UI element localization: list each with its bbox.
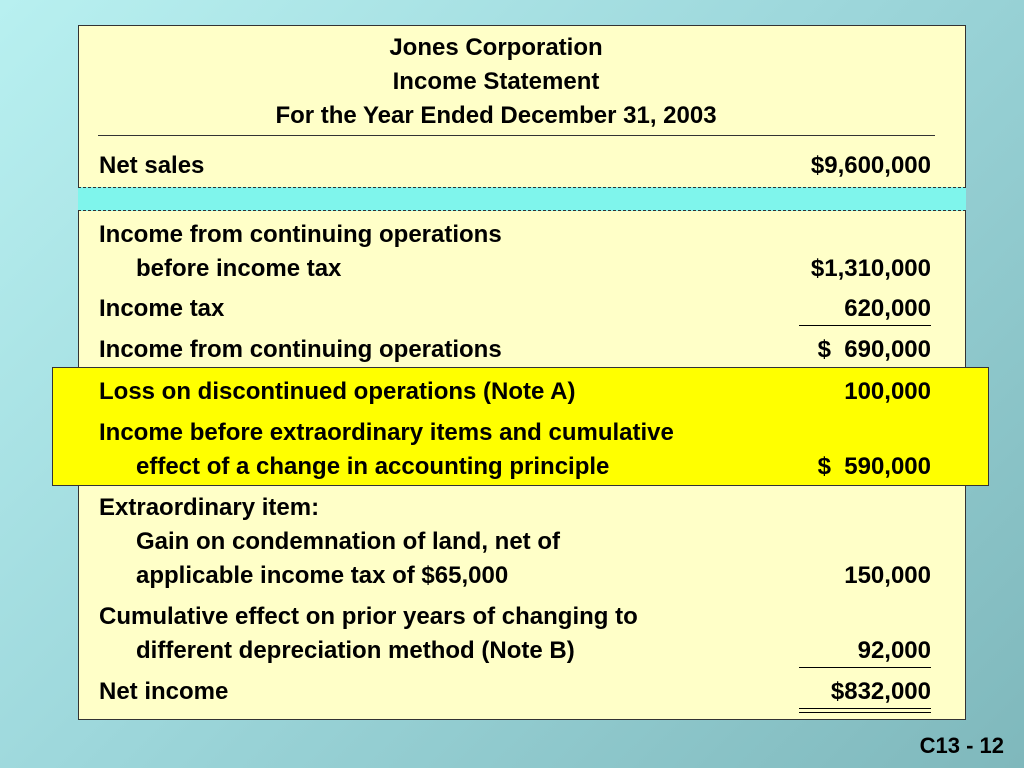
- cumulative-label: Cumulative effect on prior years of changing to: [99, 603, 638, 630]
- loss-discontinued-label: Loss on discontinued operations (Note A): [99, 378, 576, 405]
- cont-pretax-amount: $1,310,000: [810, 255, 931, 282]
- net-income-label: Net income: [99, 678, 229, 705]
- extraordinary-label-3: applicable income tax of $65,000: [136, 562, 509, 589]
- net-income-double-underline-top: [799, 708, 931, 709]
- income-tax-label: Income tax: [99, 295, 225, 322]
- omitted-rows-band: [78, 187, 966, 211]
- net-sales-label: Net sales: [99, 152, 205, 179]
- net-income-double-underline-bottom: [799, 712, 931, 713]
- cumulative-amount: 92,000: [857, 637, 931, 664]
- cont-pretax-label: Income from continuing operations: [99, 221, 502, 248]
- cumulative-label-2: different depreciation method (Note B): [136, 637, 575, 664]
- net-sales-amount: $9,600,000: [810, 152, 931, 179]
- cont-pretax-label-2: before income tax: [136, 255, 342, 282]
- cumulative-underline: [799, 667, 931, 668]
- extraordinary-amount: 150,000: [844, 562, 931, 589]
- cont-ops-amount: $ 690,000: [817, 336, 931, 363]
- company-name: Jones Corporation: [389, 34, 603, 61]
- before-extra-label: Income before extraordinary items and cumulative: [99, 419, 674, 446]
- slide-number: C13 - 12: [919, 733, 1004, 758]
- loss-discontinued-amount: 100,000: [844, 378, 931, 405]
- statement-title: Income Statement: [392, 68, 600, 95]
- before-extra-label-2: effect of a change in accounting principle: [136, 453, 610, 480]
- extraordinary-label: Extraordinary item:: [99, 494, 320, 521]
- cont-ops-label: Income from continuing operations: [99, 336, 502, 363]
- net-income-amount: $832,000: [830, 678, 931, 705]
- header-rule: [98, 135, 935, 136]
- statement-period: For the Year Ended December 31, 2003: [275, 102, 717, 129]
- extraordinary-label-2: Gain on condemnation of land, net of: [136, 528, 560, 555]
- income-tax-underline: [799, 325, 931, 326]
- income-tax-amount: 620,000: [844, 295, 931, 322]
- before-extra-amount: $ 590,000: [817, 453, 931, 480]
